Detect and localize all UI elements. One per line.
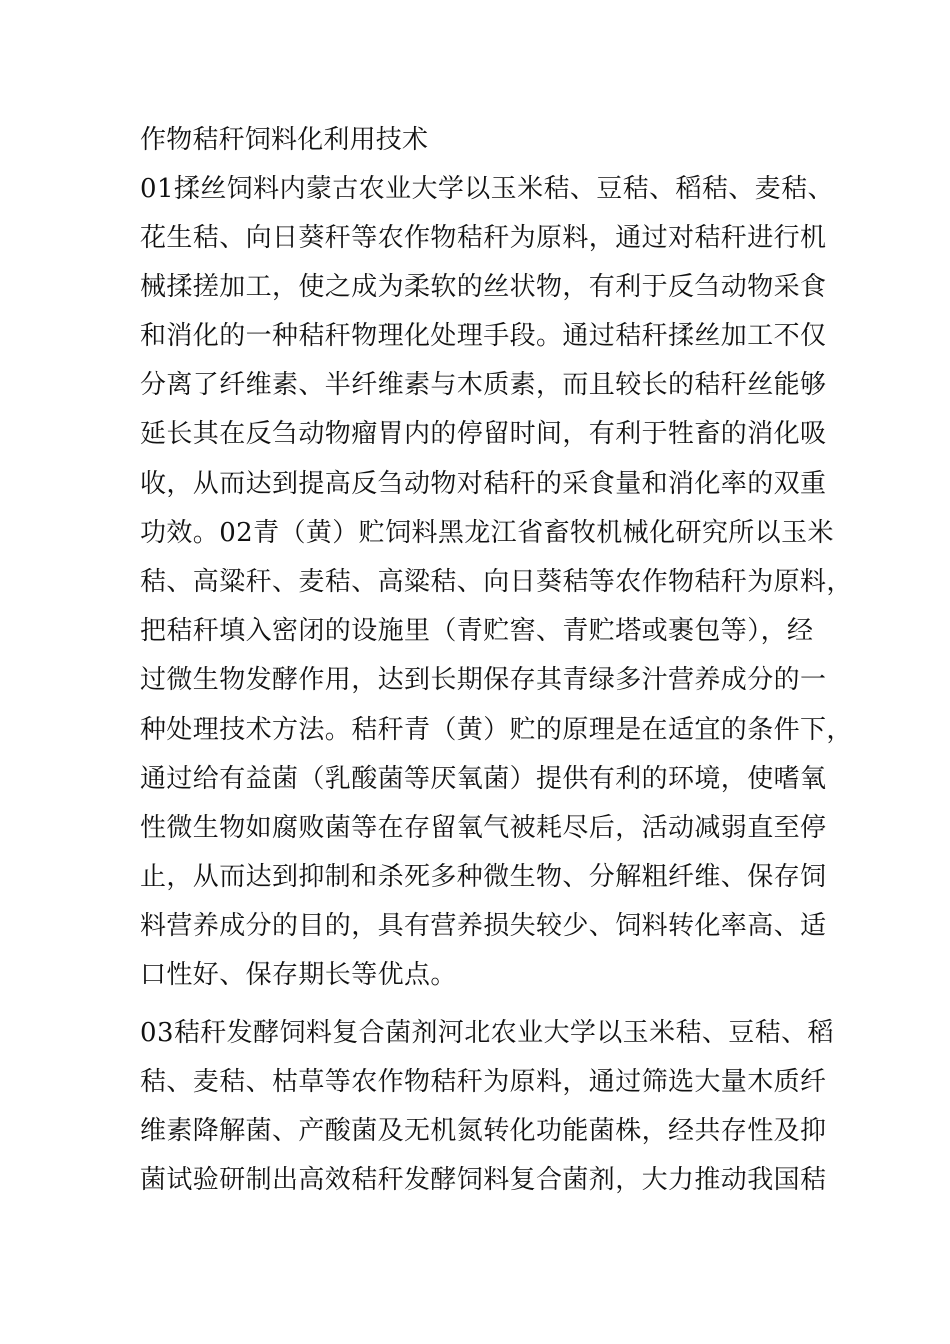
paragraph-line: 止，从而达到抑制和杀死多种微生物、分解粗纤维、保存饲 [140,862,827,892]
paragraph-line: 性微生物如腐败菌等在存留氧气被耗尽后，活动减弱直至停 [140,813,827,843]
paragraph-line: 料营养成分的目的，具有营养损失较少、饲料转化率高、适 [140,911,827,941]
document-title: 作物秸秆饲料化利用技术 [140,125,429,155]
paragraph-line: 花生秸、向日葵秆等农作物秸秆为原料，通过对秸秆进行机 [140,223,827,253]
paragraph-line: 过微生物发酵作用，达到长期保存其青绿多汁营养成分的一 [140,665,827,695]
paragraph-line: 械揉搓加工，使之成为柔软的丝状物，有利于反刍动物采食 [140,272,827,302]
paragraph-line: 和消化的一种秸秆物理化处理手段。通过秸秆揉丝加工不仅 [140,321,827,351]
paragraph-line: 口性好、保存期长等优点。 [140,960,457,990]
paragraph-line: 通过给有益菌（乳酸菌等厌氧菌）提供有利的环境，使嗜氧 [140,764,827,794]
paragraph-line: 维素降解菌、产酸菌及无机氮转化功能菌株，经共存性及抑 [140,1116,827,1146]
paragraph-line: 功效。02青（黄）贮饲料黑龙江省畜牧机械化研究所以玉米 [140,518,834,548]
paragraph-line: 菌试验研制出高效秸秆发酵饲料复合菌剂，大力推动我国秸 [140,1165,827,1195]
paragraph-line: 把秸秆填入密闭的设施里（青贮窖、青贮塔或裹包等），经 [140,616,814,646]
paragraph-line: 01揉丝饲料内蒙古农业大学以玉米秸、豆秸、稻秸、麦秸、 [140,174,834,204]
paragraph-line: 种处理技术方法。秸秆青（黄）贮的原理是在适宜的条件下， [140,715,853,745]
paragraph-line: 分离了纤维素、半纤维素与木质素，而且较长的秸秆丝能够 [140,370,827,400]
paragraph-line: 收，从而达到提高反刍动物对秸秆的采食量和消化率的双重 [140,469,827,499]
paragraph-line: 秸、高粱秆、麦秸、高粱秸、向日葵秸等农作物秸秆为原料， [140,567,853,597]
paragraph-line: 03秸秆发酵饲料复合菌剂河北农业大学以玉米秸、豆秸、稻 [140,1018,834,1048]
paragraph-line: 延长其在反刍动物瘤胃内的停留时间，有利于牲畜的消化吸 [140,419,827,449]
paragraph-line: 秸、麦秸、枯草等农作物秸秆为原料，通过筛选大量木质纤 [140,1067,827,1097]
